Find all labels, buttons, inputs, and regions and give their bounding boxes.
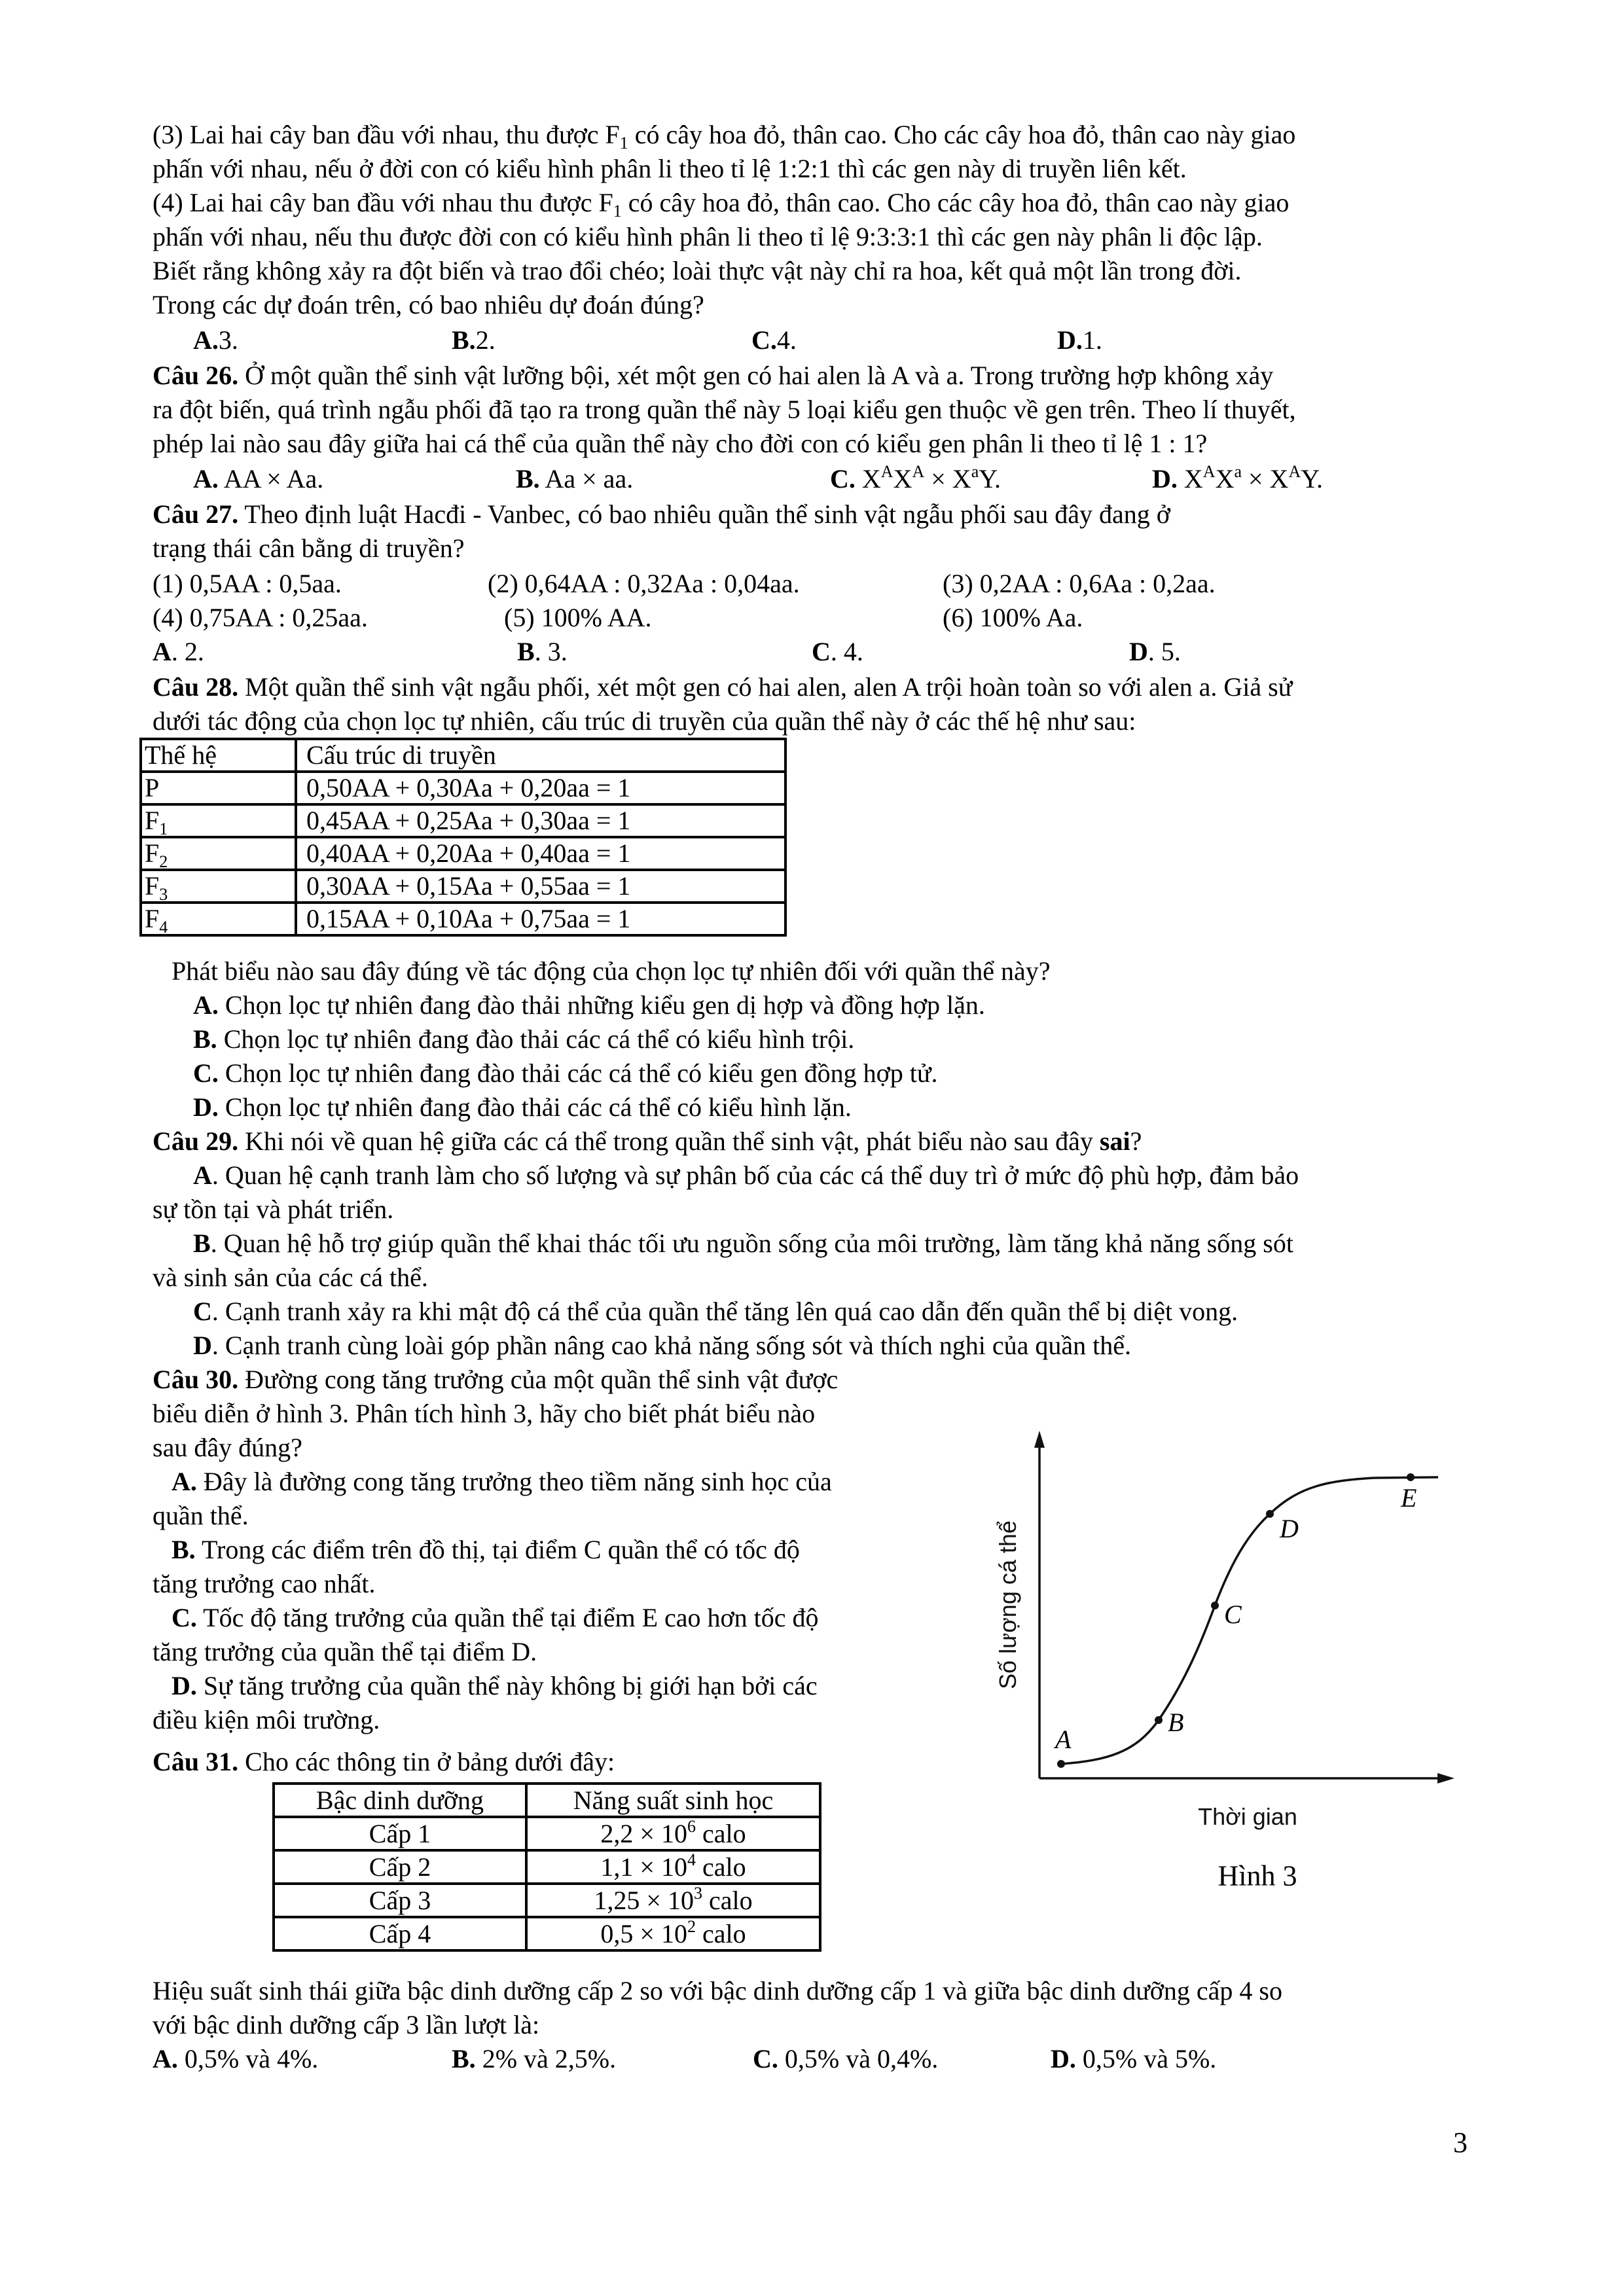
q26-line1: Câu 26. Ở một quần thể sinh vật lưỡng bội, xét một gen có hai alen là A và a. Trong trường hợp không xảy: [153, 361, 1274, 390]
q30-option-b-line1[interactable]: B. Trong các điểm trên đồ thị, tại điểm C quần thể có tốc độ: [171, 1535, 800, 1564]
q27-item-5: (5) 100% AA.: [504, 603, 652, 632]
q25-option-b[interactable]: B.2.: [452, 325, 496, 355]
q28-option-b[interactable]: B. Chọn lọc tự nhiên đang đào thải các cá thể có kiểu hình trội.: [193, 1024, 855, 1054]
q28-question: Phát biểu nào sau đây đúng về tác động của chọn lọc tự nhiên đối với quần thể này?: [171, 956, 1051, 986]
q31-label: Câu 31.: [153, 1747, 239, 1776]
q29-label: Câu 29.: [153, 1126, 239, 1156]
header-structure: Cấu trúc di truyền: [296, 739, 785, 772]
x-axis-label: Thời gian: [1198, 1803, 1297, 1830]
q28-genetic-structure-table: [139, 738, 787, 937]
q26-line3: phép lai nào sau đây giữa hai cá thể của quần thể này cho đời con có kiểu gen phân li theo tỉ lệ 1 : 1?: [153, 429, 1208, 458]
q27-item-3: (3) 0,2AA : 0,6Aa : 0,2aa.: [943, 569, 1216, 598]
point-b-marker: [1155, 1716, 1163, 1724]
page-number: 3: [1453, 2126, 1468, 2159]
table-row: Cấp 3 $1,25 \times 10^3$ calo: [274, 1884, 820, 1917]
header-productivity: Năng suất sinh học: [526, 1784, 820, 1817]
q25-option-a[interactable]: A.3.: [193, 325, 238, 355]
q31-question-line2: với bậc dinh dưỡng cấp 3 lần lượt là:: [153, 2010, 540, 2039]
q28-option-a[interactable]: A. Chọn lọc tự nhiên đang đào thải những kiểu gen dị hợp và đồng hợp lặn.: [193, 990, 985, 1020]
q30-option-a-line2: quần thể.: [153, 1501, 249, 1530]
q31-option-d[interactable]: D. 0,5% và 5%.: [1051, 2044, 1217, 2073]
q30-option-c-line1[interactable]: C. Tốc độ tăng trưởng của quần thể tại điểm E cao hơn tốc độ: [171, 1603, 819, 1632]
q25-note-line1: Biết rằng không xảy ra đột biến và trao đổi chéo; loài thực vật này chỉ ra hoa, kết quả một lần trong đời.: [153, 256, 1242, 285]
q27-line2: trạng thái cân bằng di truyền?: [153, 533, 465, 563]
q30-option-b-line2: tăng trưởng cao nhất.: [153, 1569, 376, 1598]
q29-line1: Câu 29. Khi nói về quan hệ giữa các cá thể trong quần thể sinh vật, phát biểu nào sau đây sai?: [153, 1126, 1142, 1156]
q30-option-a-line1[interactable]: A. Đây là đường cong tăng trưởng theo tiềm năng sinh học của: [171, 1467, 832, 1496]
q27-option-a[interactable]: A. 2.: [153, 637, 204, 666]
q27-line1: Câu 27. Theo định luật Hacđi - Vanbec, có bao nhiêu quần thể sinh vật ngẫu phối sau đây đang ở: [153, 499, 1170, 529]
q28-label: Câu 28.: [153, 672, 239, 702]
table-row: $F_2$ 0,40AA + 0,20Aa + 0,40aa = 1: [141, 837, 785, 870]
q29-option-a-line2: sự tồn tại và phát triển.: [153, 1194, 394, 1224]
q31-option-a[interactable]: A. 0,5% và 4%.: [153, 2044, 319, 2073]
table-row: Cấp 2 $1,1 \times 10^4$ calo: [274, 1850, 820, 1884]
point-b-label: B: [1168, 1708, 1184, 1737]
q31-question-line1: Hiệu suất sinh thái giữa bậc dinh dưỡng cấp 2 so với bậc dinh dưỡng cấp 1 và giữa bậc dinh dưỡng cấp 4 so: [153, 1976, 1282, 2005]
q29-emphasis: sai: [1099, 1126, 1130, 1156]
point-d-label: D: [1280, 1514, 1299, 1543]
q27-item-2: (2) 0,64AA : 0,32Aa : 0,04aa.: [488, 569, 800, 598]
point-e-label: E: [1401, 1483, 1417, 1513]
point-e-marker: [1407, 1473, 1415, 1481]
q28-line2: dưới tác động của chọn lọc tự nhiên, cấu trúc di truyền của quần thể này ở các thế hệ như sau:: [153, 706, 1136, 736]
table-row: Cấp 4 $0,5 \times 10^2$ calo: [274, 1917, 820, 1950]
q25-option-d[interactable]: D.1.: [1057, 325, 1102, 355]
y-axis-arrow-icon: [1034, 1431, 1045, 1448]
q29-option-a-line1[interactable]: A. Quan hệ cạnh tranh làm cho số lượng và sự phân bố của các cá thể duy trì ở mức độ phù hợp, đảm bảo: [193, 1160, 1299, 1190]
header-generation: Thế hệ: [141, 739, 296, 772]
q26-option-d[interactable]: D. $X^AX^a \times X^AY$.: [1152, 462, 1323, 493]
q30-line1: Câu 30. Đường cong tăng trưởng của một quần thể sinh vật được: [153, 1365, 839, 1394]
q29-option-b-line1[interactable]: B. Quan hệ hỗ trợ giúp quần thể khai thác tối ưu nguồn sống của môi trường, làm tăng khả năng sống sót: [193, 1229, 1293, 1258]
q31-trophic-table: [272, 1782, 821, 1952]
x-axis-arrow-icon: [1437, 1773, 1454, 1784]
point-c-label: C: [1224, 1600, 1242, 1629]
q27-option-c[interactable]: C. 4.: [812, 637, 863, 666]
q30-option-d-line1[interactable]: D. Sự tăng trưởng của quần thể này không bị giới hạn bởi các: [171, 1671, 818, 1700]
q27-label: Câu 27.: [153, 499, 239, 529]
q29-option-c[interactable]: C. Cạnh tranh xảy ra khi mật độ cá thể của quần thể tăng lên quá cao dẫn đến quần thể bị diệt vong.: [193, 1297, 1238, 1326]
q30-option-d-line2: điều kiện môi trường.: [153, 1705, 380, 1734]
q29-option-d[interactable]: D. Cạnh tranh cùng loài góp phần nâng cao khả năng sống sót và thích nghi của quần thể.: [193, 1331, 1131, 1360]
q30-line2: biểu diễn ở hình 3. Phân tích hình 3, hãy cho biết phát biểu nào: [153, 1399, 816, 1428]
q25-question: Trong các dự đoán trên, có bao nhiêu dự đoán đúng?: [153, 290, 704, 319]
point-c-marker: [1211, 1602, 1219, 1609]
table-row: P 0,50AA + 0,30Aa + 0,20aa = 1: [141, 772, 785, 804]
table-row: $F_1$ 0,45AA + 0,25Aa + 0,30aa = 1: [141, 804, 785, 837]
q29-option-b-line2: và sinh sản của các cá thể.: [153, 1263, 428, 1292]
q27-option-d[interactable]: D. 5.: [1129, 637, 1181, 666]
q31-option-b[interactable]: B. 2% và 2,5%.: [452, 2044, 617, 2073]
q31-line1: Câu 31. Cho các thông tin ở bảng dưới đây:: [153, 1747, 615, 1776]
y-axis-label: Số lượng cá thể: [994, 1520, 1021, 1689]
q26-line2: ra đột biến, quá trình ngẫu phối đã tạo ra trong quần thể này 5 loại kiểu gen thuộc về gen trên. Theo lí thuyết,: [153, 395, 1296, 424]
q26-option-b[interactable]: B. Aa × aa.: [516, 464, 634, 493]
q30-option-c-line2: tăng trưởng của quần thể tại điểm D.: [153, 1637, 537, 1666]
s-shaped-growth-curve: [1061, 1477, 1438, 1764]
q25-option-c[interactable]: C.4.: [751, 325, 797, 355]
table-header-row: [141, 739, 785, 772]
q31-option-c[interactable]: C. 0,5% và 0,4%.: [753, 2044, 939, 2073]
point-a-label: A: [1055, 1725, 1072, 1754]
q30-label: Câu 30.: [153, 1365, 239, 1394]
q30-line3: sau đây đúng?: [153, 1433, 302, 1462]
q25-statement-4-line1: (4) Lai hai cây ban đầu với nhau thu được $F_1$ có cây hoa đỏ, thân cao. Cho các cây hoa đỏ, thân cao này giao: [153, 188, 1290, 221]
q27-option-b[interactable]: B. 3.: [517, 637, 568, 666]
q25-statement-4-line2: phấn với nhau, nếu thu được đời con có kiểu hình phân li theo tỉ lệ 9:3:3:1 thì các gen này phân li độc lập.: [153, 222, 1263, 251]
table-header-row: [274, 1784, 820, 1817]
table-row: $F_3$ 0,30AA + 0,15Aa + 0,55aa = 1: [141, 870, 785, 903]
header-trophic-level: Bậc dinh dưỡng: [274, 1784, 526, 1817]
q27-item-1: (1) 0,5AA : 0,5aa.: [153, 569, 342, 598]
figure-caption: Hình 3: [1218, 1859, 1297, 1892]
table-row: $F_4$ 0,15AA + 0,10Aa + 0,75aa = 1: [141, 903, 785, 935]
table-row: Cấp 1 $2,2 \times 10^6$ calo: [274, 1817, 820, 1850]
q27-item-6: (6) 100% Aa.: [943, 603, 1083, 632]
point-a-marker: [1057, 1760, 1065, 1768]
q27-item-4: (4) 0,75AA : 0,25aa.: [153, 603, 368, 632]
q25-statement-3-line2: phấn với nhau, nếu ở đời con có kiểu hình phân li theo tỉ lệ 1:2:1 thì các gen này di truyền liên kết.: [153, 154, 1187, 183]
point-d-marker: [1266, 1510, 1274, 1518]
q26-option-a[interactable]: A. AA × Aa.: [193, 464, 324, 493]
q28-option-c[interactable]: C. Chọn lọc tự nhiên đang đào thải các cá thể có kiểu gen đồng hợp tử.: [193, 1058, 938, 1088]
q26-label: Câu 26.: [153, 361, 239, 390]
q28-option-d[interactable]: D. Chọn lọc tự nhiên đang đào thải các cá thể có kiểu hình lặn.: [193, 1092, 852, 1122]
q25-statement-3-line1: (3) Lai hai cây ban đầu với nhau, thu được $F_1$ có cây hoa đỏ, thân cao. Cho các cây hoa đỏ, thân cao này giao: [153, 120, 1296, 152]
q26-option-c[interactable]: C. $X^AX^A \times X^aY$.: [830, 462, 1001, 493]
q28-line1: Câu 28. Một quần thể sinh vật ngẫu phối, xét một gen có hai alen, alen A trội hoàn toàn so với alen a. Giả sử: [153, 672, 1293, 702]
